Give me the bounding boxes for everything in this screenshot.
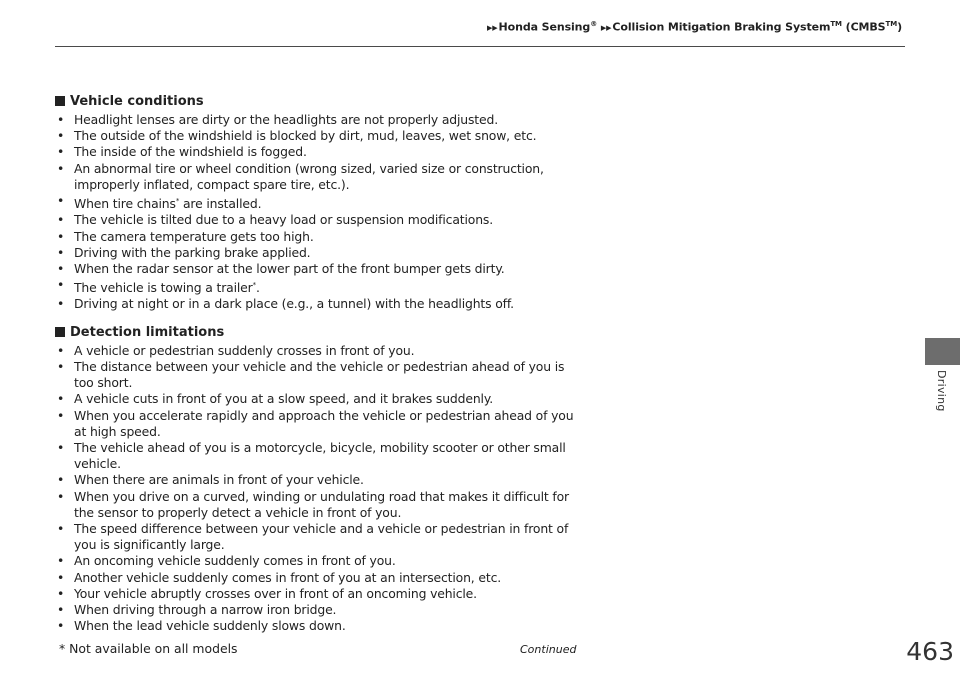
list-item-text: An abnormal tire or wheel condition (wrong sized, varied size or construction, improperly inflated, compact spare tire, etc.). [74,160,544,192]
list-item [55,359,575,391]
list-item-text: Another vehicle suddenly comes in front of you at an intersection, etc. [74,569,502,585]
breadcrumb-arrow-icon: ▶▶ [486,23,498,32]
bullet-list [55,112,575,313]
bullet-icon: • [57,472,65,488]
bullet-list [55,343,575,635]
main-content [55,94,575,646]
bullet-icon: • [57,260,65,276]
list-item [55,489,575,521]
section-heading-text: Vehicle conditions [70,94,204,109]
section-heading [55,94,575,110]
list-item [55,212,575,228]
bullet-icon: • [57,569,65,585]
list-item-text: When you accelerate rapidly and approach the vehicle or pedestrian ahead of you at high speed. [74,407,574,439]
bullet-icon: • [57,212,65,228]
bullet-icon: • [57,228,65,244]
bullet-icon: • [57,618,65,634]
footnote-marker: * [175,197,180,206]
bullet-icon: • [57,553,65,569]
list-item-text: The outside of the windshield is blocked by dirt, mud, leaves, wet snow, etc. [74,128,537,144]
list-item [55,570,575,586]
list-item [55,440,575,472]
list-item-text: The camera temperature gets too high. [74,228,314,244]
list-item [55,161,575,193]
bullet-icon: • [57,585,65,601]
square-bullet-icon [55,96,65,106]
list-item [55,229,575,245]
list-item-text: The vehicle ahead of you is a motorcycle, bicycle, mobility scooter or other small vehicle. [74,439,566,472]
list-item-text: Your vehicle abruptly crosses over in front of an oncoming vehicle. [74,585,477,601]
bullet-icon: • [57,358,65,374]
bullet-icon: • [57,160,65,176]
bullet-icon: • [57,277,65,293]
bullet-icon: • [57,193,65,209]
bullet-icon: • [57,407,65,423]
list-item [55,261,575,277]
list-item [55,602,575,618]
list-item-text: The vehicle is towing a trailer [74,280,253,296]
list-item [55,521,575,553]
list-item-text: The distance between your vehicle and the vehicle or pedestrian ahead of you is too short. [74,358,565,391]
list-item [55,553,575,569]
list-item-text: When the lead vehicle suddenly slows down. [74,618,346,634]
continued-label: Continued [520,643,577,656]
list-item-text: When the radar sensor at the lower part of the front bumper gets dirty. [74,260,505,276]
section-heading-text: Detection limitations [70,324,225,340]
trademark-mark: TM [830,20,842,28]
section-vehicle-conditions [55,94,575,313]
breadcrumb [487,20,902,34]
chapter-tab [925,338,960,365]
bullet-icon: • [57,520,65,536]
list-item [55,277,575,296]
list-item-text: The vehicle is tilted due to a heavy load or suspension modifications. [74,212,493,228]
breadcrumb-section: Honda Sensing [498,20,591,34]
list-item-text: When there are animals in front of your vehicle. [74,472,364,488]
list-item [55,586,575,602]
list-item [55,245,575,261]
list-item-text: An oncoming vehicle suddenly comes in front of you. [74,553,396,569]
list-item [55,618,575,634]
bullet-icon: • [57,296,65,312]
list-item [55,391,575,407]
list-item [55,193,575,212]
list-item [55,112,575,128]
list-item-text: Headlight lenses are dirty or the headlights are not properly adjusted. [74,112,498,127]
bullet-icon: • [57,144,65,160]
list-item-text: When driving through a narrow iron bridge. [74,601,337,617]
header-divider [55,46,905,47]
bullet-icon: • [57,601,65,617]
bullet-icon: • [57,488,65,504]
list-item-text: A vehicle cuts in front of you at a slow speed, and it brakes suddenly. [74,391,494,407]
list-item-text: Driving with the parking brake applied. [74,244,311,260]
bullet-icon: • [57,439,65,455]
bullet-icon: • [57,112,65,127]
list-item-text: Driving at night or in a dark place (e.g., a tunnel) with the headlights off. [74,296,514,312]
breadcrumb-topic-abbr-close: ) [897,20,902,34]
registered-mark: ® [590,20,598,28]
list-item [55,128,575,144]
section-detection-limitations [55,325,575,635]
list-item [55,296,575,312]
trademark-mark: TM [885,20,898,28]
page-number: 463 [906,637,954,666]
bullet-icon: • [57,244,65,260]
list-item-text-suffix: . [255,280,260,296]
list-item-text: The inside of the windshield is fogged. [74,144,307,160]
chapter-tab-label: Driving [935,370,948,412]
footnote-marker: * [252,281,256,290]
square-bullet-icon [55,327,65,337]
list-item [55,408,575,440]
list-item-text: When you drive on a curved, winding or undulating road that makes it difficult for the sensor to properly detect a vehicle in front of you. [74,488,569,520]
list-item-text: When tire chains [74,196,176,212]
list-item [55,144,575,160]
list-item-text-suffix: are installed. [179,196,262,212]
bullet-icon: • [57,342,65,358]
list-item-text: The speed difference between your vehicle and a vehicle or pedestrian in front of you is significantly large. [74,520,569,553]
list-item [55,472,575,488]
breadcrumb-topic: Collision Mitigation Braking System [612,20,831,34]
list-item [55,343,575,359]
footnote: * Not available on all models [59,641,238,656]
section-heading [55,325,575,341]
breadcrumb-topic-abbr: (CMBS [845,20,886,34]
breadcrumb-arrow-icon: ▶▶ [600,23,612,32]
bullet-icon: • [57,128,65,144]
list-item-text: A vehicle or pedestrian suddenly crosses in front of you. [74,342,415,358]
bullet-icon: • [57,391,65,407]
